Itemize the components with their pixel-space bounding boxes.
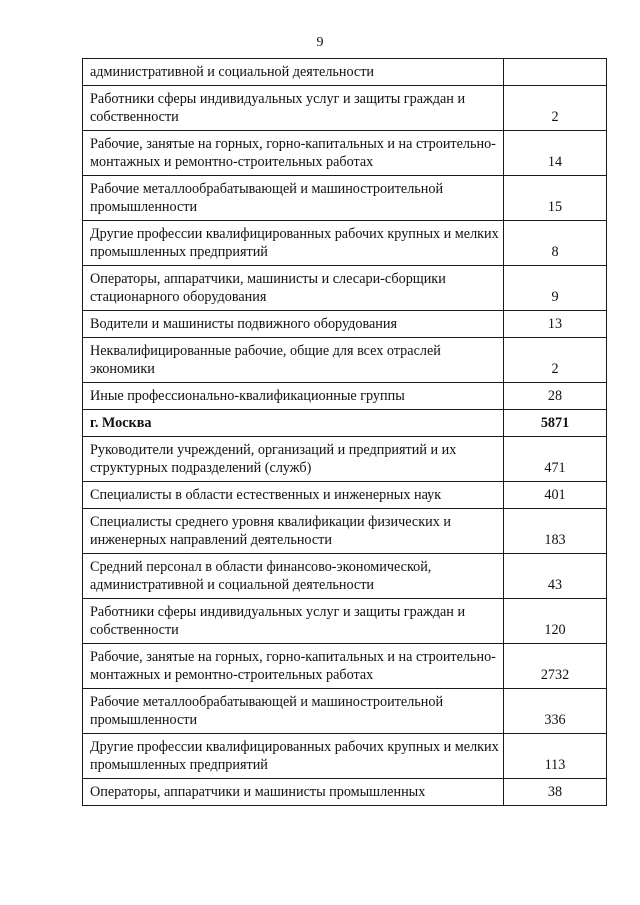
table-row [83,779,607,806]
row-label: Специалисты среднего уровня квалификации физических и инженерных направлений деятельности [83,509,504,554]
row-value: 2732 [504,644,607,689]
table-row [83,554,607,599]
row-value: 5871 [504,410,607,437]
row-value: 113 [504,734,607,779]
row-label: Рабочие металлообрабатывающей и машиностроительной промышленности [83,689,504,734]
row-label: Другие профессии квалифицированных рабочих крупных и мелких промышленных предприятий [83,734,504,779]
row-label: Работники сферы индивидуальных услуг и защиты граждан и собственности [83,86,504,131]
row-value: 401 [504,482,607,509]
row-label: Работники сферы индивидуальных услуг и защиты граждан и собственности [83,599,504,644]
row-label: Операторы, аппаратчики и машинисты промышленных [83,779,504,806]
table-row [83,266,607,311]
table-row [83,176,607,221]
row-value [504,59,607,86]
row-value: 183 [504,509,607,554]
row-label: Операторы, аппаратчики, машинисты и слесари-сборщики стационарного оборудования [83,266,504,311]
row-label: Средний персонал в области финансово-экономической, административной и социальной деятельности [83,554,504,599]
table-row [83,338,607,383]
table-row [83,59,607,86]
table-row [83,644,607,689]
table-row [83,599,607,644]
table-row [83,86,607,131]
row-value: 15 [504,176,607,221]
row-label: Рабочие металлообрабатывающей и машиностроительной промышленности [83,176,504,221]
table-row [83,509,607,554]
row-label: Рабочие, занятые на горных, горно-капитальных и на строительно-монтажных и ремонтно-строительных работах [83,131,504,176]
table-row [83,383,607,410]
row-value: 471 [504,437,607,482]
table-row [83,482,607,509]
row-value: 9 [504,266,607,311]
row-label: Руководители учреждений, организаций и предприятий и их структурных подразделений (служб) [83,437,504,482]
row-label: Специалисты в области естественных и инженерных наук [83,482,504,509]
row-value: 336 [504,689,607,734]
page-number: 9 [316,35,324,50]
row-label: Иные профессионально-квалификационные группы [83,383,504,410]
row-label: административной и социальной деятельности [83,59,504,86]
statistics-table [82,58,607,806]
table-row-region-total [83,410,607,437]
row-label: Рабочие, занятые на горных, горно-капитальных и на строительно-монтажных и ремонтно-строительных работах [83,644,504,689]
row-value: 43 [504,554,607,599]
table-row [83,734,607,779]
table-row [83,437,607,482]
row-value: 13 [504,311,607,338]
row-value: 14 [504,131,607,176]
row-value: 2 [504,86,607,131]
table-row [83,311,607,338]
row-value: 2 [504,338,607,383]
table-row [83,221,607,266]
row-value: 28 [504,383,607,410]
table-row [83,131,607,176]
row-value: 8 [504,221,607,266]
row-label: г. Москва [83,410,504,437]
row-label: Водители и машинисты подвижного оборудования [83,311,504,338]
row-label: Неквалифицированные рабочие, общие для всех отраслей экономики [83,338,504,383]
row-value: 38 [504,779,607,806]
row-label: Другие профессии квалифицированных рабочих крупных и мелких промышленных предприятий [83,221,504,266]
table-body [83,59,607,806]
row-value: 120 [504,599,607,644]
table-row [83,689,607,734]
